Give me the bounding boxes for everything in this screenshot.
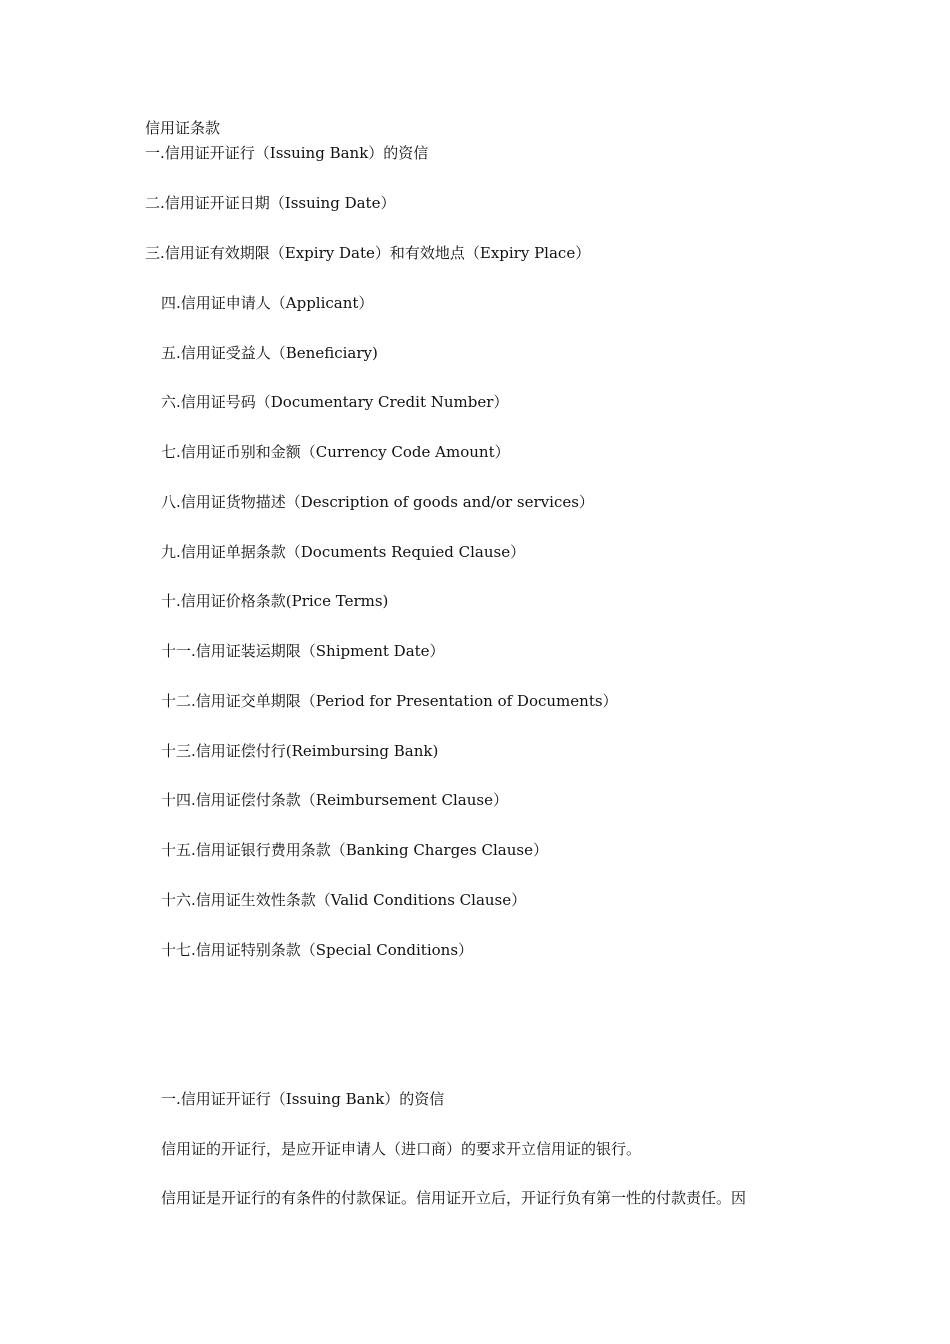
toc-item-5: 五.信用证受益人（Beneficiary) bbox=[161, 344, 378, 362]
toc-item-3: 三.信用证有效期限（Expiry Date）和有效地点（Expiry Place） bbox=[145, 244, 591, 262]
toc-item-4: 四.信用证申请人（Applicant） bbox=[161, 294, 374, 312]
toc-item-16: 十六.信用证生效性条款（Valid Conditions Clause） bbox=[161, 891, 527, 909]
toc-item-2: 二.信用证开证日期（Issuing Date） bbox=[145, 194, 396, 212]
document-title: 信用证条款 bbox=[145, 119, 221, 137]
paragraph-2: 信用证是开证行的有条件的付款保证。信用证开立后，开证行负有第一性的付款责任。因 bbox=[161, 1189, 747, 1207]
toc-item-7: 七.信用证币别和金额（Currency Code Amount） bbox=[161, 443, 510, 461]
toc-item-6: 六.信用证号码（Documentary Credit Number） bbox=[161, 393, 509, 411]
toc-item-13: 十三.信用证偿付行(Reimbursing Bank) bbox=[161, 742, 439, 760]
toc-item-10: 十.信用证价格条款(Price Terms) bbox=[161, 592, 389, 610]
toc-item-17: 十七.信用证特别条款（Special Conditions） bbox=[161, 941, 474, 959]
toc-item-8: 八.信用证货物描述（Description of goods and/or services） bbox=[161, 493, 594, 511]
toc-item-15: 十五.信用证银行费用条款（Banking Charges Clause） bbox=[161, 841, 548, 859]
toc-item-9: 九.信用证单据条款（Documents Requied Clause） bbox=[161, 543, 526, 561]
paragraph-1: 信用证的开证行，是应开证申请人（进口商）的要求开立信用证的银行。 bbox=[161, 1140, 642, 1158]
toc-item-14: 十四.信用证偿付条款（Reimbursement Clause） bbox=[161, 791, 508, 809]
section-heading: 一.信用证开证行（Issuing Bank）的资信 bbox=[161, 1090, 445, 1108]
toc-item-1: 一.信用证开证行（Issuing Bank）的资信 bbox=[145, 144, 429, 162]
toc-item-12: 十二.信用证交单期限（Period for Presentation of Documents） bbox=[161, 692, 618, 710]
toc-item-11: 十一.信用证装运期限（Shipment Date） bbox=[161, 642, 445, 660]
